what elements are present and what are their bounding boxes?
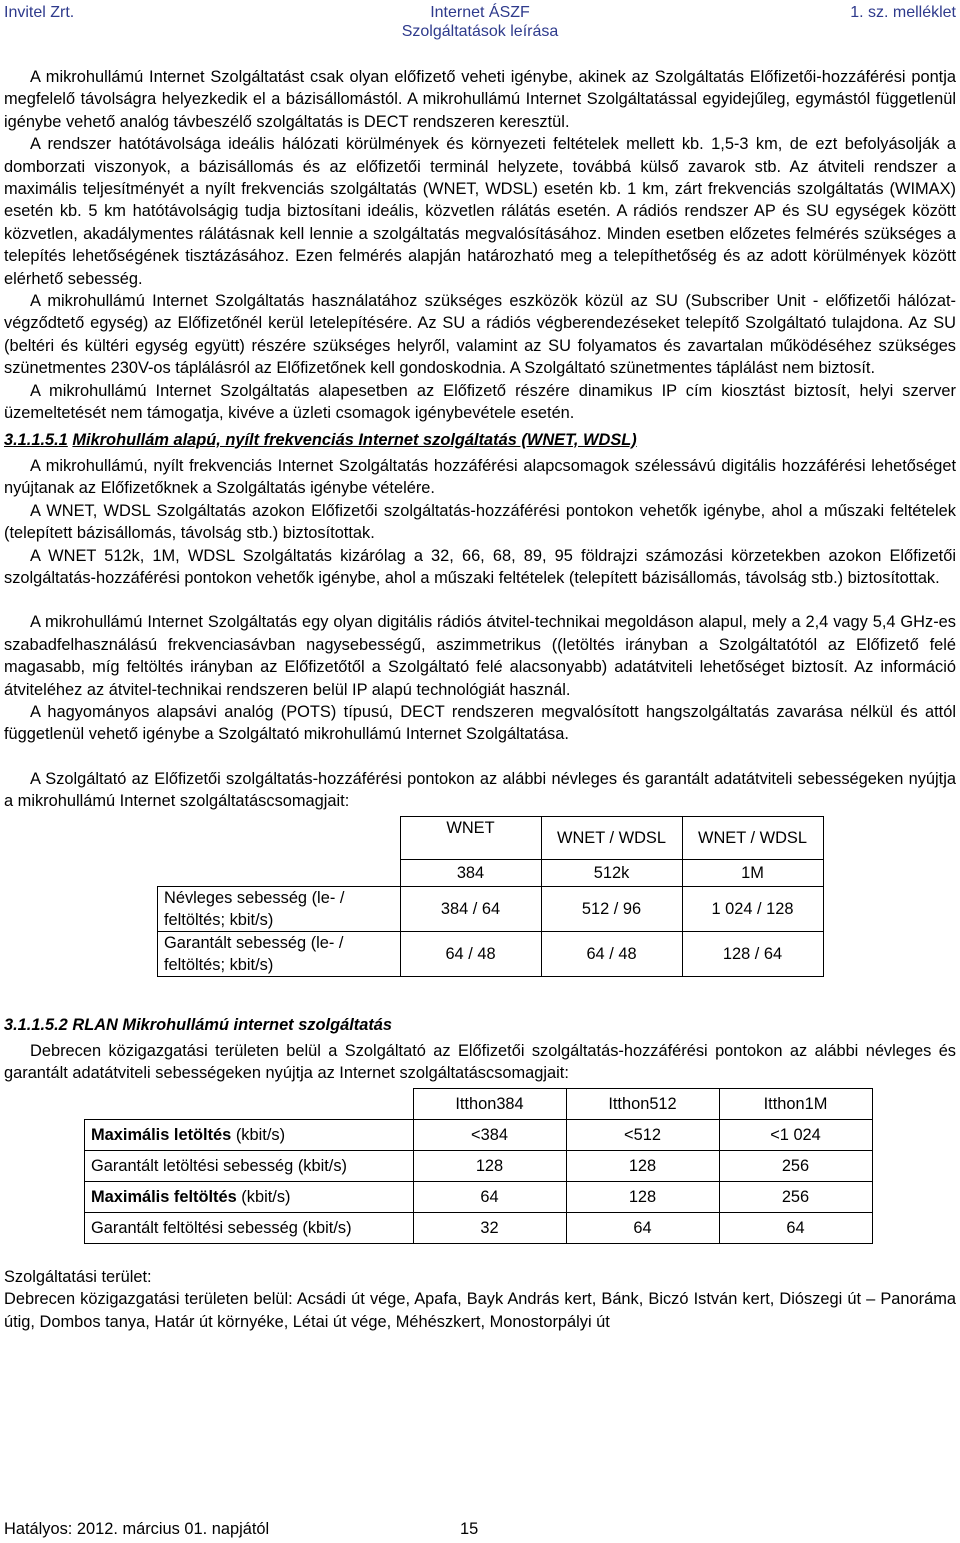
table-row-label: Garantált sebesség (le- / feltöltés; kbit/s) [158, 931, 401, 976]
table-cell: 64 [566, 1212, 719, 1243]
table-row [85, 1181, 873, 1212]
paragraph-8: A mikrohullámú Internet Szolgáltatás egy olyan digitális rádiós átvitel-technikai megoldáson alapul, mely a 2,4 vagy 5,4 GHz-es szabadfelhasználású frekvenciasávban nagysebességű, aszimmetrikus ((letöltés irányban a Szolgáltatótól az Előfizető felé magasabb, míg feltöltés irányban az Előfizetőtől a Szolgáltató felé alacsonyabb) adatátviteli lehetőséget biztosít. Az információ átviteléhez az átvitel-technikai rendszeren belül IP alapú technológiát használ. [4, 613, 956, 699]
table-row-label [85, 1181, 414, 1212]
table-header-cell: Itthon512 [566, 1088, 719, 1119]
spacer [4, 589, 956, 611]
spacer [4, 977, 956, 1010]
table-row [158, 886, 824, 931]
table-row [85, 1088, 873, 1119]
table-cell: 128 [566, 1150, 719, 1181]
paragraph-3: A mikrohullámú Internet Szolgáltatás használatához szükséges eszközök közül az SU (Subscriber Unit - előfizetői hálózat-végződtető egység) az Előfizetőnél kerül letelepítésére. Az SU a rádiós végberendezéseket telepítő Szolgáltató tulajdona. Az SU (beltéri és kültéri egység együtt) részére szükséges helyről, valamint az SU folyamatos és zavartalan működéséhez szükséges szünetmentes 230V-os táplálásról az Előfizetőnek kell gondoskodnia. A Szolgáltató szünetmentes táplálást nem biztosít. [4, 292, 956, 378]
section-heading-3-1-1-5-2 [4, 1014, 956, 1036]
table-cell: 512 / 96 [541, 886, 682, 931]
table-header-cell: 1M [682, 859, 823, 886]
table-cell: 32 [413, 1212, 566, 1243]
rlan-speed-table [84, 1088, 873, 1244]
table-cell: 128 / 64 [682, 931, 823, 976]
label-bold: Maximális feltöltés [91, 1187, 237, 1206]
table-cell: 64 / 48 [541, 931, 682, 976]
paragraph-7: A WNET 512k, 1M, WDSL Szolgáltatás kizárólag a 32, 66, 68, 89, 95 földrajzi számozási körzetekben azokon Előfizetői szolgáltatás-hozzáférési pontokon vehetők igénybe, ahol a műszaki feltételek (telepített bázisállomás, távolság stb.) biztosítottak. [4, 546, 956, 587]
spacer [4, 1244, 956, 1266]
table-row [85, 1212, 873, 1243]
paragraph-10: A Szolgáltató az Előfizetői szolgáltatás-hozzáférési pontokon az alábbi névleges és garantált adatátviteli sebességeken nyújtja a mikrohullámú Internet szolgáltatáscsomagjait: [4, 769, 956, 811]
paragraph-1: A mikrohullámú Internet Szolgáltatást csak olyan előfizető veheti igénybe, akinek az Szolgáltatás Előfizetői-hozzáférési pontja megfelelő távolságra helyezkedik el a bázisállomástól. A mikrohullámú Internet Szolgáltatással egyidejűleg, egymástól függetlenül igénybe vehető analóg távbeszélő szolgáltatás is DECT rendszeren keresztül. [4, 68, 956, 131]
label-rest: Garantált letöltési sebesség (kbit/s) [91, 1156, 347, 1175]
table-cell: 64 [413, 1181, 566, 1212]
header-title-line2: Szolgáltatások leírása [401, 23, 559, 40]
table-cell [85, 1088, 414, 1119]
label-rest: (kbit/s) [231, 1125, 286, 1144]
table-cell: 256 [719, 1181, 872, 1212]
table-row [158, 931, 824, 976]
table-cell: <1 024 [719, 1119, 872, 1150]
table-cell: 1 024 / 128 [682, 886, 823, 931]
table-header-cell: WNET [400, 816, 541, 859]
table-cell: 384 / 64 [400, 886, 541, 931]
section-heading-3-1-1-5-1 [4, 429, 956, 451]
heading-2-number: 3.1.1.5.2 [4, 1015, 68, 1034]
page-header [4, 3, 956, 45]
table-header-cell: 384 [400, 859, 541, 886]
label-bold: Maximális letöltés [91, 1125, 232, 1144]
table-cell: 128 [413, 1150, 566, 1181]
header-title [4, 3, 956, 41]
label-rest: Garantált feltöltési sebesség (kbit/s) [91, 1218, 352, 1237]
service-area-label: Szolgáltatási terület: [4, 1267, 152, 1286]
paragraph-2: A rendszer hatótávolsága ideális hálózati körülmények és környezeti feltételek mellett kb. 1,5-3 km, de ezt befolyásolják a domborzati viszonyok, a bázisállomás és az előfizetői terminál helyzete, továbbá külső zavarok stb. Az átviteli rendszer a maximális teljesítményét a nyílt frekvenciás szolgáltatás (WNET, WDSL) esetén kb. 1 km, zárt frekvenciás szolgáltatás (WIMAX) esetén kb. 5 km hatótávolságig tudja biztosítani ideális, közvetlen rálátás esetén. A rádiós rendszer AP és SU egységek között közvetlen, akadálymentes rálátásnak kell lennie a szolgáltatás megvalósításához. Minden esetben előzetes felmérés szükséges a telepítés lehetőségének tisztázásához. Ezen felmérés alapján határozható meg a telepíthetőség és az adott körülmények között elérhető sebesség. [4, 135, 956, 288]
label-rest: (kbit/s) [236, 1187, 291, 1206]
page-number: 15 [460, 1520, 479, 1538]
paragraph-9: A hagyományos alapsávi analóg (POTS) típusú, DECT rendszeren megvalósított hangszolgáltatás zavarása nélkül és attól függetlenül vehető igénybe a Szolgáltató mikrohullámú Internet Szolgáltatása. [4, 702, 956, 744]
heading-2-title: RLAN Mikrohullámú internet szolgáltatás [72, 1015, 393, 1034]
table-header-cell: Itthon1M [719, 1088, 872, 1119]
header-company: Invitel Zrt. [4, 4, 75, 21]
table-cell: 256 [719, 1150, 872, 1181]
heading-1-number: 3.1.1.5.1 [4, 430, 68, 449]
paragraph-4: A mikrohullámú Internet Szolgáltatás alapesetben az Előfizető részére dinamikus IP cím kiosztást biztosít, helyi szerver üzemeltetését nem támogatja, kivéve a üzleti csomagok igénybevétele esetén. [4, 381, 956, 423]
page-footer [4, 1518, 956, 1540]
table-row [85, 1119, 873, 1150]
table-cell [158, 816, 401, 886]
table-header-cell: Itthon384 [413, 1088, 566, 1119]
service-area-text: Debrecen közigazgatási területen belül: Acsádi út vége, Apafa, Bayk András kert, Bánk, Biczó István kert, Diószegi út – Panoráma útig, Dombos tanya, Határ út környéke, Létai út vége, Méhészkert, Monostorpályi út [4, 1290, 956, 1331]
table-header-cell: WNET / WDSL [682, 816, 823, 859]
table-header-cell: 512k [541, 859, 682, 886]
paragraph-11: Debrecen közigazgatási területen belül a Szolgáltató az Előfizetői szolgáltatás-hozzáférési pontokon az alábbi névleges és garantált adatátviteli sebességeken nyújtja az Internet szolgáltatáscsomagjait: [4, 1042, 956, 1083]
footer-effective-date: Hatályos: 2012. március 01. napjától [4, 1520, 270, 1538]
table-row-label [85, 1119, 414, 1150]
wnet-speed-table [157, 816, 824, 977]
spacer [4, 746, 956, 768]
table-row [85, 1150, 873, 1181]
paragraph-5: A mikrohullámú, nyílt frekvenciás Internet Szolgáltatás hozzáférési alapcsomagok szélessávú digitális hozzáférési lehetőséget nyújtanak az Előfizetőknek a Szolgáltatás igénybe vételére. [4, 456, 956, 498]
table-cell: 128 [566, 1181, 719, 1212]
table-cell: 64 / 48 [400, 931, 541, 976]
table-header-cell: WNET / WDSL [541, 816, 682, 859]
paragraph-6: A WNET, WDSL Szolgáltatás azokon Előfizetői szolgáltatás-hozzáférési pontokon vehetők igénybe, ahol a műszaki feltételek (telepített bázisállomás, távolság stb.) biztosítottak. [4, 501, 956, 543]
table-cell: <384 [413, 1119, 566, 1150]
header-attachment: 1. sz. melléklet [850, 4, 956, 21]
table-row-label [85, 1150, 414, 1181]
table-cell: 64 [719, 1212, 872, 1243]
table-row-label [85, 1212, 414, 1243]
heading-1-title: Mikrohullám alapú, nyílt frekvenciás Internet szolgáltatás (WNET, WDSL) [72, 430, 637, 449]
table-row-label: Névleges sebesség (le- / feltöltés; kbit/s) [158, 886, 401, 931]
table-cell: <512 [566, 1119, 719, 1150]
header-title-line1: Internet ÁSZF [430, 4, 530, 21]
document-body [4, 66, 956, 1333]
table-row [158, 816, 824, 859]
